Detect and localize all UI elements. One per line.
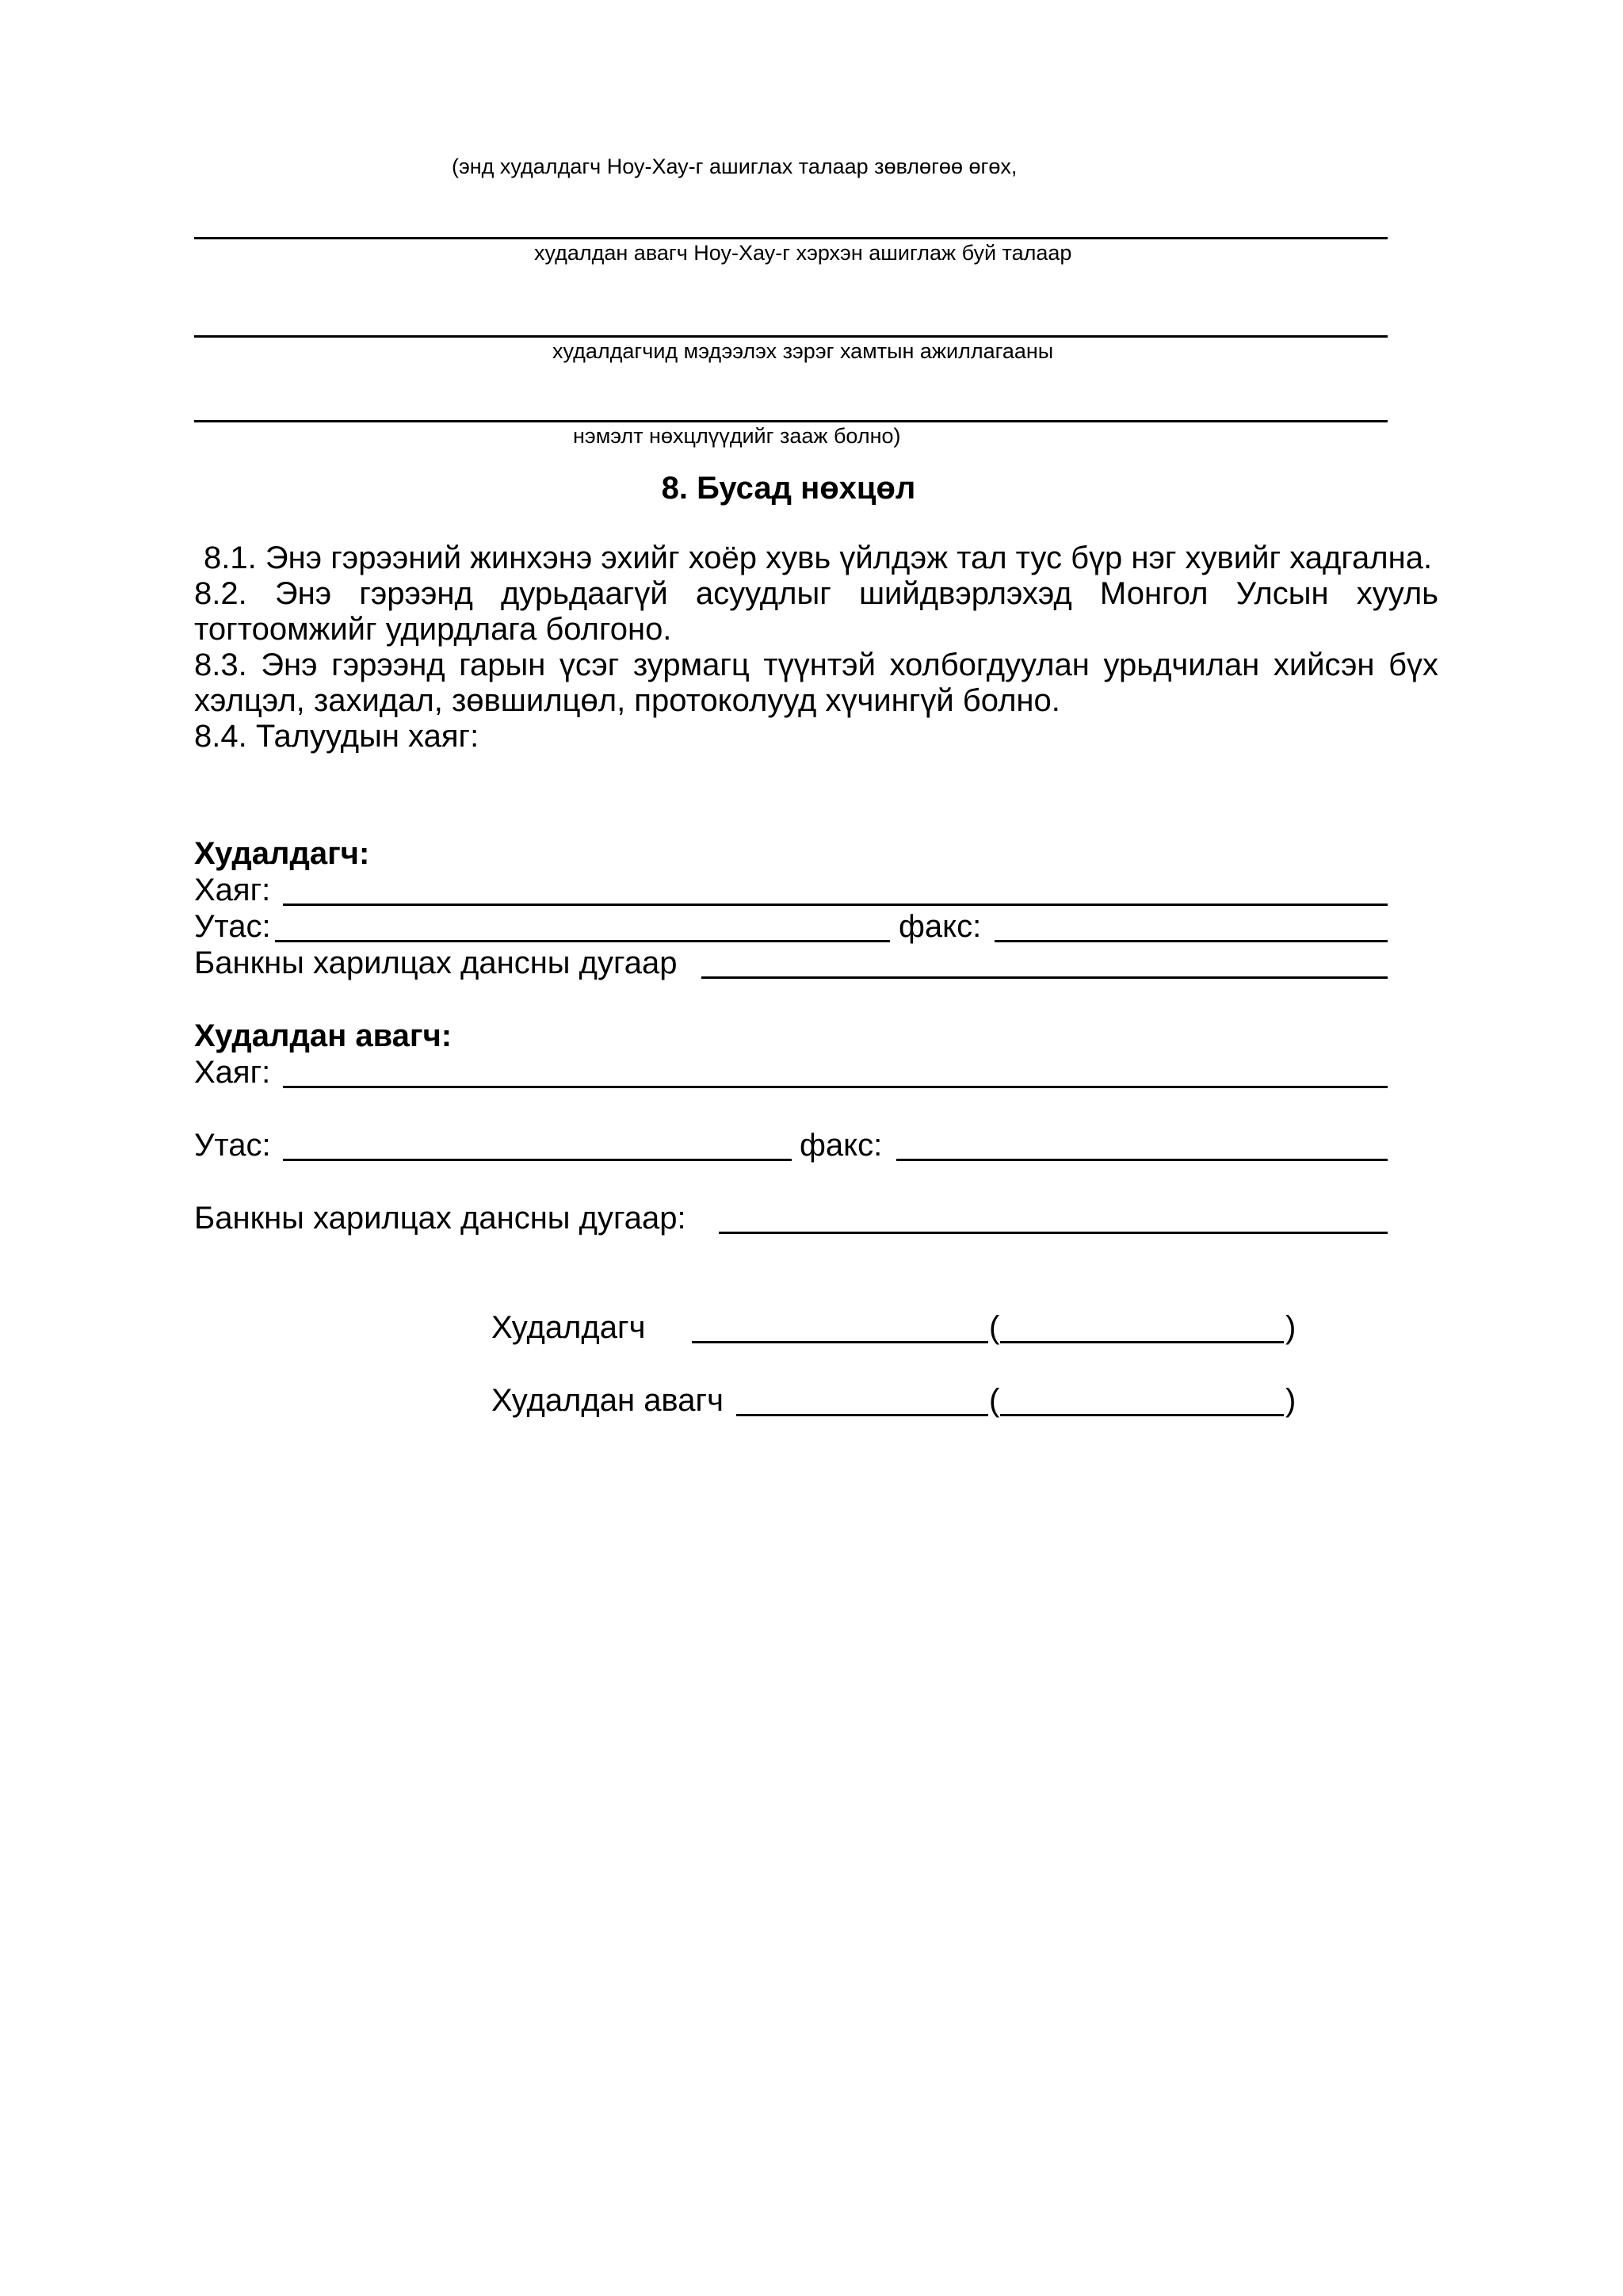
buyer-address-label: Хаяг: (194, 1055, 271, 1090)
seller-address-field[interactable] (283, 904, 1388, 906)
signature-buyer-line[interactable] (736, 1414, 988, 1416)
seller-bank-field[interactable] (701, 976, 1388, 979)
clause-8-3: 8.3. Энэ гэрээнд гарын үсэг зурмагц түүнтэй холбогдуулан урьдчилан хийсэн бүх хэлцэл, захидал, зөвшилцөл, протоколууд хүчингүй болно. (194, 648, 1438, 718)
buyer-bank-label: Банкны харилцах дансны дугаар: (194, 1201, 686, 1236)
seller-fax-field[interactable] (995, 940, 1388, 942)
signature-seller-line[interactable] (692, 1341, 988, 1343)
buyer-bank-field[interactable] (719, 1232, 1388, 1234)
note-line-2: худалдан авагч Ноу-Хау-г хэрхэн ашиглаж буй талаар (534, 241, 1072, 265)
buyer-phone-field[interactable] (283, 1159, 792, 1161)
seller-bank-label: Банкны харилцах дансны дугаар (194, 946, 678, 980)
buyer-phone-label: Утас: (194, 1128, 271, 1163)
seller-address-label: Хаяг: (194, 873, 271, 907)
signature-buyer-name-line[interactable] (1000, 1414, 1284, 1416)
clause-8-4: 8.4. Талуудын хаяг: (194, 719, 479, 754)
clause-8-2: 8.2. Энэ гэрээнд дурьдаагүй асуудлыг шийдвэрлэхэд Монгол Улсын хууль тогтоомжийг удирдлага болгоно. (194, 576, 1438, 647)
signature-seller-name-line[interactable] (1000, 1341, 1284, 1343)
signature-seller-open-paren: ( (989, 1310, 1000, 1345)
signature-buyer-close-paren: ) (1285, 1383, 1296, 1418)
seller-fax-label: факс: (899, 909, 982, 944)
section-title: 8. Бусад нөхцөл (661, 471, 916, 506)
buyer-fax-field[interactable] (896, 1159, 1388, 1161)
seller-phone-field[interactable] (275, 940, 890, 942)
signature-buyer-label: Худалдан авагч (491, 1383, 724, 1418)
signature-seller-close-paren: ) (1285, 1310, 1296, 1345)
buyer-heading: Худалдан авагч: (194, 1018, 453, 1053)
note-line-4: нэмэлт нөхцлүүдийг зааж болно) (573, 424, 901, 448)
buyer-fax-label: факс: (800, 1128, 883, 1163)
seller-phone-label: Утас: (194, 909, 271, 944)
clauses-block (194, 541, 1438, 755)
signature-seller-label: Худалдагч (491, 1310, 646, 1345)
buyer-address-field[interactable] (283, 1086, 1388, 1088)
signature-buyer-open-paren: ( (989, 1383, 1000, 1418)
clause-8-1: 8.1. Энэ гэрээний жинхэнэ эхийг хоёр хувь үйлдэж тал тус бүр нэг хувийг хадгална. (204, 541, 1433, 575)
seller-heading: Худалдагч: (194, 836, 370, 871)
note-line-3: худалдагчид мэдээлэх зэрэг хамтын ажиллагааны (552, 339, 1054, 363)
note-line-1: (энд худалдагч Ноу-Хау-г ашиглах талаар зөвлөгөө өгөх, (452, 155, 1018, 178)
